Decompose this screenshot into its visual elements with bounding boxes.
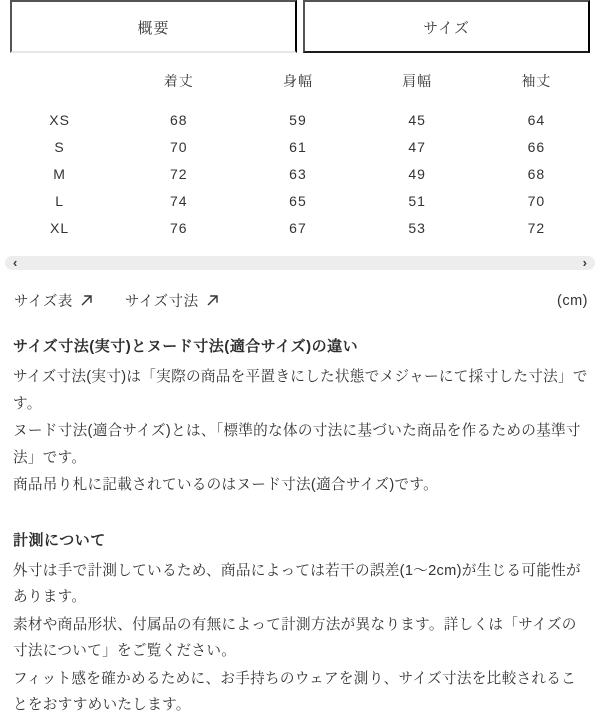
size-label: L bbox=[55, 193, 64, 209]
external-link-arrow-icon bbox=[206, 294, 219, 307]
table-cell: 49 bbox=[408, 166, 426, 182]
size-chart-link-label: サイズ表 bbox=[14, 294, 73, 310]
table-cell: 72 bbox=[169, 166, 188, 182]
links-row bbox=[0, 270, 600, 311]
column-header-body-width: 身幅 bbox=[282, 73, 313, 89]
table-cell: 59 bbox=[289, 112, 307, 128]
size-dimensions-link-label: サイズ寸法 bbox=[124, 294, 199, 310]
table-cell: 64 bbox=[527, 112, 546, 128]
scroll-right-icon[interactable]: › bbox=[582, 255, 587, 270]
size-label: XS bbox=[49, 112, 70, 128]
section-paragraph: フィット感を確かめるために、お手持ちのウェアを測り、サイズ寸法を比較されることをおすすめいたします。 bbox=[13, 670, 577, 713]
table-cell: 70 bbox=[169, 139, 188, 155]
section-paragraph: 外寸は手で計測しているため、商品によっては若干の誤差(1〜2cm)が生じる可能性があります。 bbox=[13, 562, 581, 605]
column-header-sleeve-length: 袖丈 bbox=[521, 73, 552, 89]
table-row bbox=[0, 107, 596, 134]
external-link-arrow-icon bbox=[80, 294, 93, 307]
section-paragraph: 商品吊り札に記載されているのはヌード寸法(適合サイズ)です。 bbox=[13, 477, 439, 493]
table-cell: 63 bbox=[289, 166, 307, 182]
table-row bbox=[0, 161, 596, 188]
section-paragraph: ヌード寸法(適合サイズ)とは、「標準的な体の寸法に基づいた商品を作るための基準寸法」です。 bbox=[13, 423, 581, 466]
section-size-difference bbox=[13, 335, 588, 499]
scroll-left-icon[interactable]: ‹ bbox=[13, 255, 18, 270]
section-heading: 計測について bbox=[13, 531, 106, 549]
size-table bbox=[0, 63, 596, 242]
table-cell: 72 bbox=[527, 220, 546, 236]
size-label: XL bbox=[50, 220, 70, 236]
table-cell: 68 bbox=[169, 112, 188, 128]
table-row bbox=[0, 134, 596, 161]
table-row bbox=[0, 188, 596, 215]
table-cell: 53 bbox=[408, 220, 426, 236]
size-dimensions-link[interactable] bbox=[125, 290, 219, 311]
table-cell: 70 bbox=[527, 193, 546, 209]
table-cell: 66 bbox=[527, 139, 546, 155]
explanation-sections bbox=[0, 311, 600, 719]
table-cell: 61 bbox=[289, 139, 307, 155]
tab-bar bbox=[0, 0, 600, 53]
table-cell: 45 bbox=[408, 112, 426, 128]
size-table-corner-cell bbox=[0, 63, 119, 107]
tab-size[interactable]: サイズ bbox=[303, 0, 590, 53]
size-table-header-row bbox=[0, 63, 596, 107]
tab-overview[interactable]: 概要 bbox=[10, 0, 297, 53]
column-header-shoulder-width: 肩幅 bbox=[402, 73, 433, 89]
table-cell: 51 bbox=[408, 193, 426, 209]
section-measurement bbox=[13, 529, 588, 719]
column-header-body-length: 着丈 bbox=[163, 73, 194, 89]
size-chart-link[interactable] bbox=[14, 290, 93, 311]
table-cell: 65 bbox=[289, 193, 307, 209]
section-heading: サイズ寸法(実寸)とヌード寸法(適合サイズ)の違い bbox=[13, 338, 359, 355]
table-cell: 67 bbox=[289, 220, 307, 236]
size-label: S bbox=[54, 139, 65, 155]
horizontal-scrollbar[interactable] bbox=[5, 256, 595, 270]
table-cell: 47 bbox=[408, 139, 426, 155]
size-label: M bbox=[53, 166, 66, 182]
table-cell: 76 bbox=[169, 220, 188, 236]
table-cell: 74 bbox=[169, 193, 188, 209]
table-row bbox=[0, 215, 596, 242]
section-paragraph: 素材や商品形状、付属品の有無によって計測方法が異なります。詳しくは「サイズの寸法について」をご覧ください。 bbox=[13, 616, 577, 659]
table-cell: 68 bbox=[527, 166, 546, 182]
unit-label: (cm) bbox=[557, 292, 588, 309]
section-paragraph: サイズ寸法(実寸)は「実際の商品を平置きにした状態でメジャーにて採寸した寸法」です。 bbox=[13, 369, 588, 412]
